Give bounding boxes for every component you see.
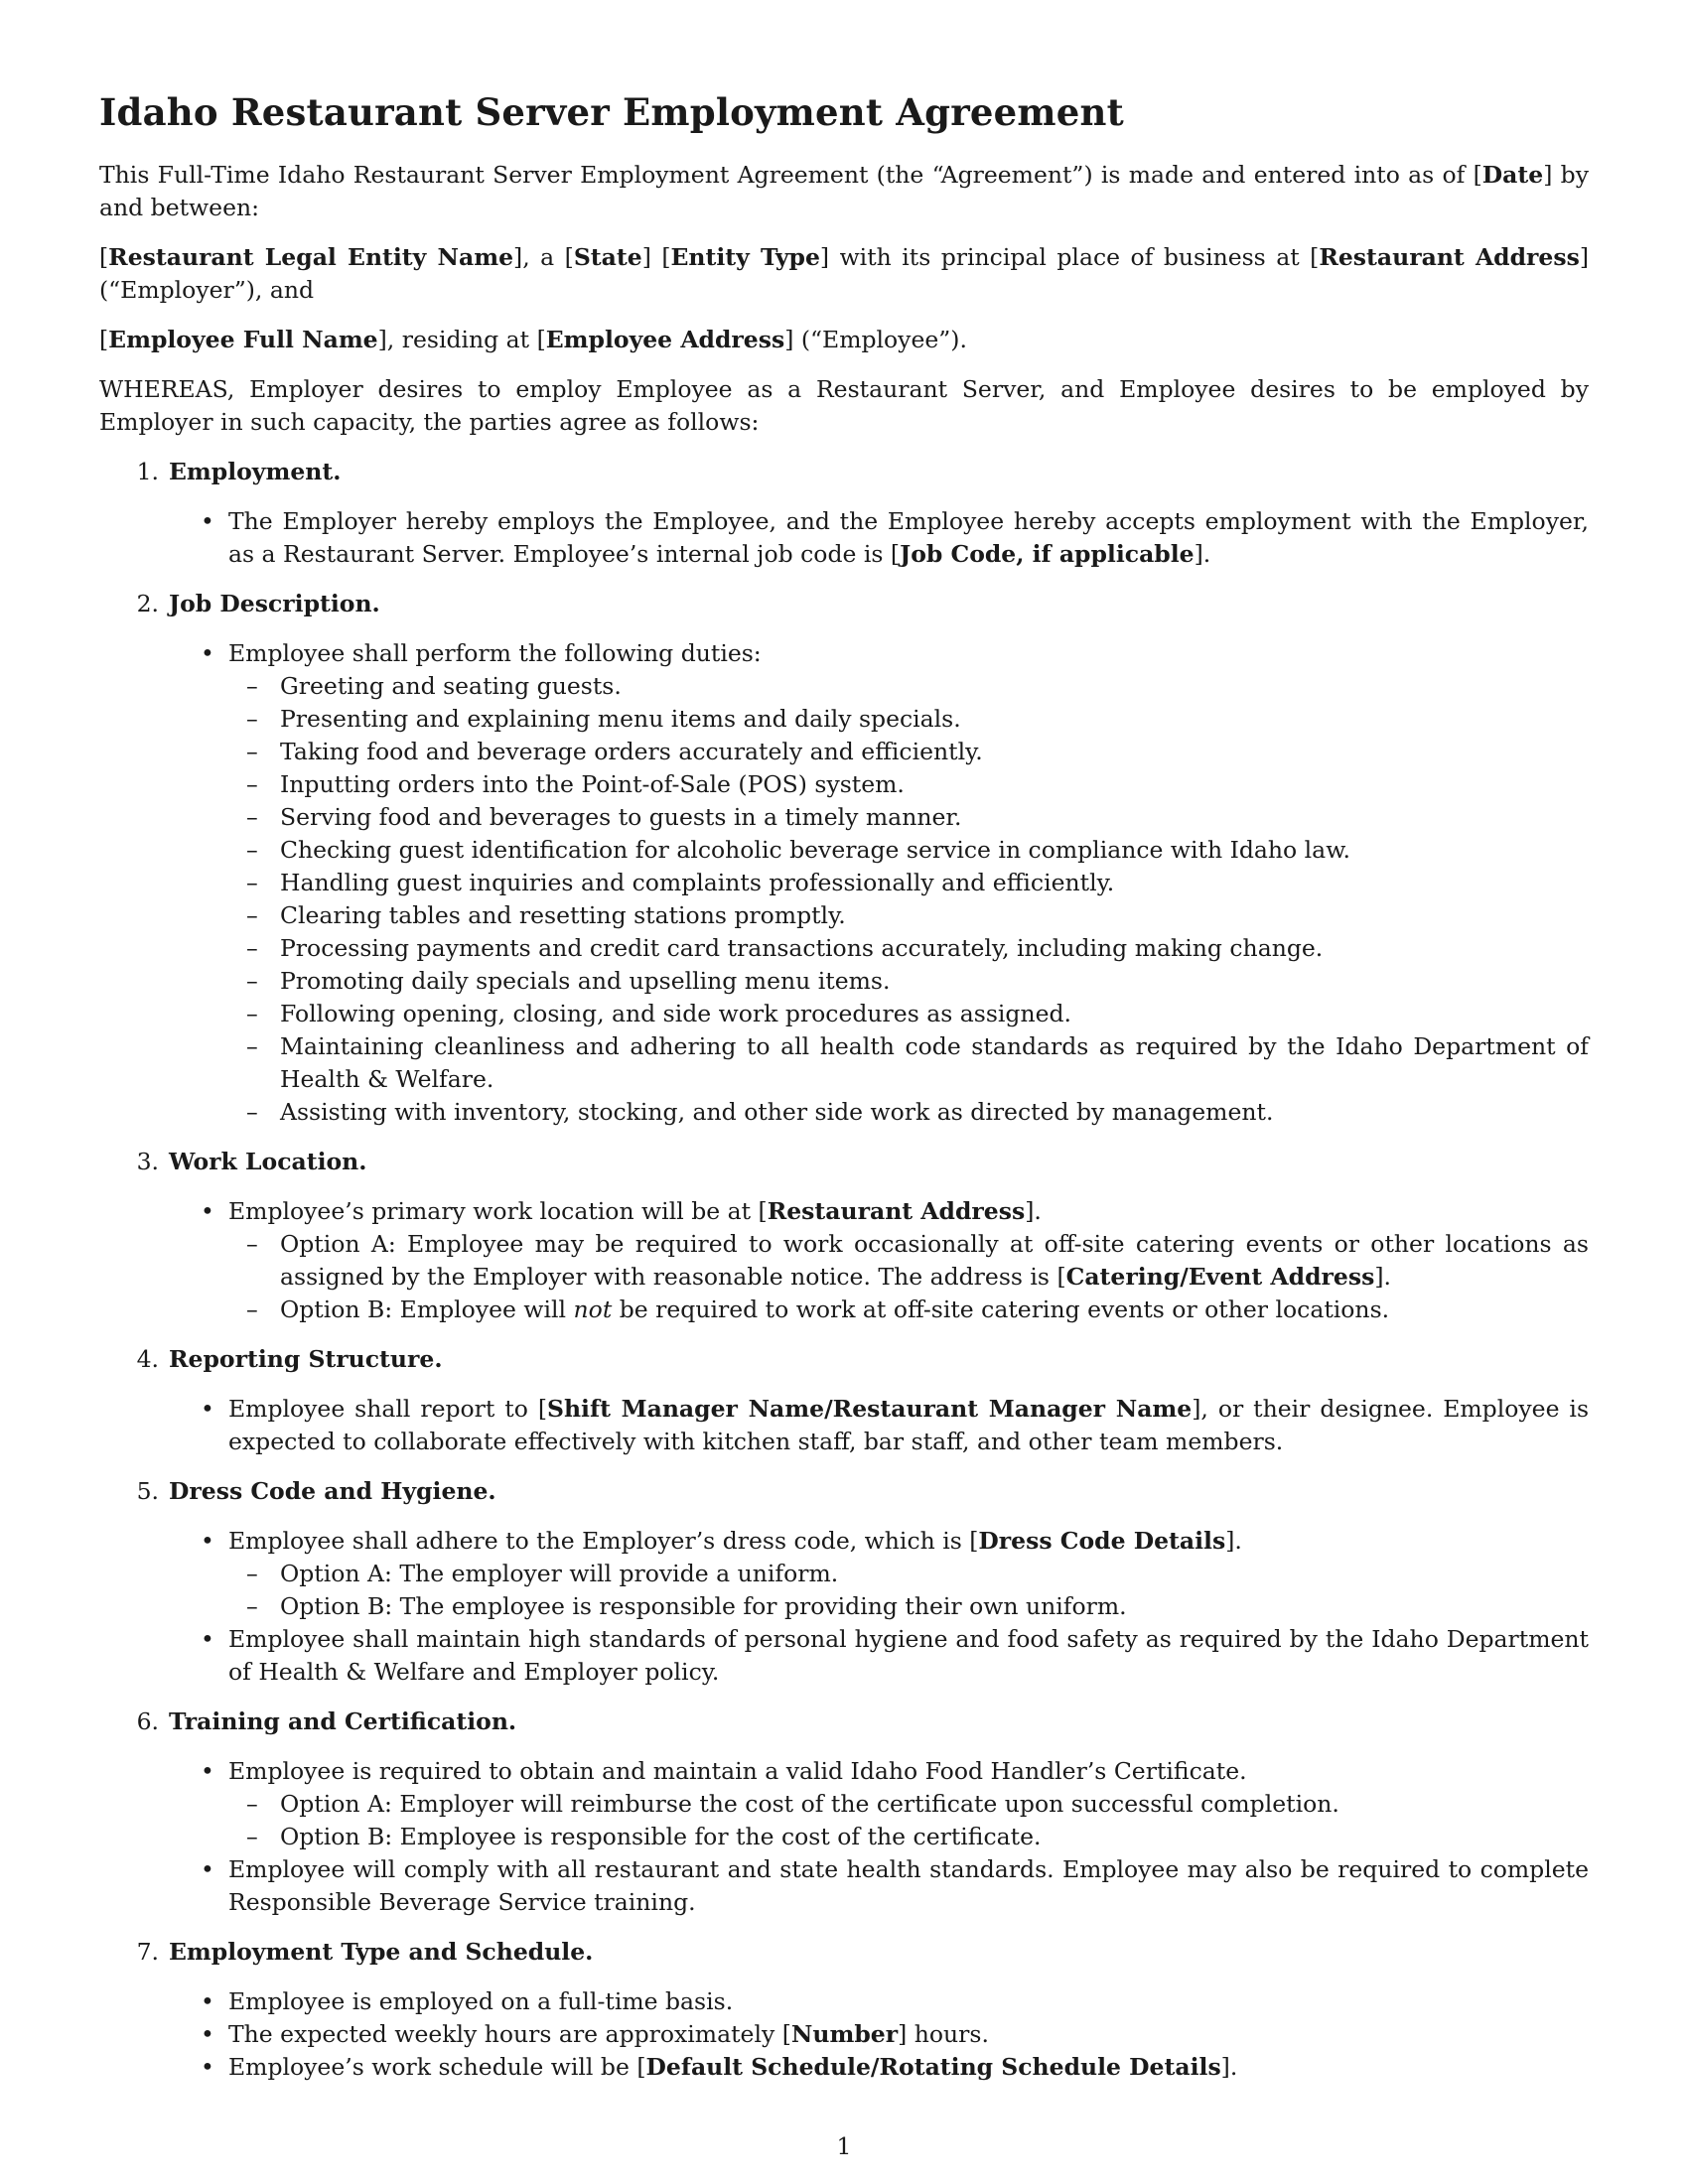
document-body — [99, 85, 1589, 2101]
options-list — [228, 1788, 1589, 1853]
option-text: Option A: The employer will provide a uniform. — [280, 1560, 839, 1587]
duty-text: Serving food and beverages to guests in a timely manner. — [280, 803, 962, 831]
bullet-text — [228, 1525, 1589, 1558]
intro-text: ] by and between: — [99, 161, 1589, 221]
page-number: 1 — [836, 2132, 852, 2160]
date-placeholder: Date — [1481, 161, 1544, 189]
restaurant-address-placeholder: Restaurant Address — [1319, 243, 1580, 271]
duty-item — [99, 867, 1589, 899]
bullet-text — [228, 2018, 1589, 2051]
section-heading — [99, 1706, 1589, 1738]
intro-text: This Full-Time Idaho Restaurant Server Employment Agreement (the “Agreement”) is made and entered into as of [ — [99, 161, 1482, 189]
duty-item — [99, 932, 1589, 965]
bullet-text — [228, 2051, 1589, 2084]
text: ]. — [1025, 1197, 1042, 1225]
catering-address-placeholder: Catering/Event Address — [1065, 1263, 1375, 1291]
state-placeholder: State — [573, 243, 642, 271]
dash-icon: – — [246, 1296, 258, 1323]
document-title: Idaho Restaurant Server Employment Agreement — [99, 90, 1124, 134]
bullet-item — [99, 1525, 1589, 1623]
intro-paragraph — [99, 159, 1589, 224]
bullet-item — [99, 2018, 1589, 2051]
option-item — [99, 1558, 1589, 1590]
bullet-list — [99, 1525, 1589, 1689]
section-work-location — [99, 1146, 1589, 1326]
text: Employee shall report to [ — [228, 1395, 547, 1423]
dash-icon: – — [246, 672, 258, 700]
manager-name-placeholder: Shift Manager Name/Restaurant Manager Name — [547, 1395, 1193, 1423]
employee-text: [ — [99, 326, 109, 353]
duty-text: Checking guest identification for alcoholic beverage service in compliance with Idaho law. — [280, 836, 1350, 864]
whereas-paragraph: WHEREAS, Employer desires to employ Employee as a Restaurant Server, and Employee desires to be employed by Employer in such capacity, the parties agree as follows: — [99, 375, 1589, 436]
dash-icon: – — [246, 1823, 258, 1850]
duty-text: Presenting and explaining menu items and daily specials. — [280, 705, 961, 733]
duty-item — [99, 1030, 1589, 1096]
text: The Employer hereby employs the Employee, and the Employee hereby accepts employment with the Employer, as a Restaurant Server. Employee’s internal job code is [ — [228, 507, 1589, 568]
employer-text: ] (“Employer”), and — [99, 243, 1590, 304]
duty-text: Greeting and seating guests. — [280, 672, 622, 700]
section-title: Job Description. — [169, 590, 380, 617]
job-code-placeholder: Job Code, if applicable — [900, 540, 1195, 568]
duty-text: Processing payments and credit card transactions accurately, including making change. — [280, 934, 1324, 962]
dress-code-placeholder: Dress Code Details — [978, 1527, 1226, 1555]
section-job-description — [99, 588, 1589, 1129]
dash-icon: – — [246, 869, 258, 896]
bullet-list — [99, 1985, 1589, 2084]
text: ]. — [1220, 2053, 1238, 2081]
text: ], or their designee. Employee is expected to collaborate effectively with kitchen staff, bar staff, and other team members. — [228, 1395, 1589, 1455]
section-number: 2. — [136, 590, 159, 617]
employer-text: [ — [99, 243, 109, 271]
bullet-text — [228, 505, 1589, 571]
bullet-text: Employee shall perform the following duties: — [228, 639, 762, 667]
option-item — [99, 1788, 1589, 1821]
bullet-icon: • — [201, 2020, 214, 2048]
bullet-item — [99, 637, 1589, 1129]
dash-icon: – — [246, 901, 258, 929]
bullet-text: Employee will comply with all restaurant and state health standards. Employee may also be required to complete Responsible Beverage Service training. — [228, 1855, 1589, 1916]
duty-item — [99, 703, 1589, 736]
option-item — [99, 1228, 1589, 1294]
entity-type-placeholder: Entity Type — [670, 243, 820, 271]
employer-paragraph — [99, 241, 1589, 307]
section-reporting-structure — [99, 1343, 1589, 1458]
duty-text: Maintaining cleanliness and adhering to all health code standards as required by the Idaho Department of Health & Welfare. — [280, 1032, 1589, 1093]
duty-item — [99, 899, 1589, 932]
duty-item — [99, 834, 1589, 867]
emphasis-text: not — [573, 1296, 613, 1323]
duty-item — [99, 736, 1589, 768]
option-text — [280, 1294, 1589, 1326]
dash-icon: – — [246, 1560, 258, 1587]
section-title: Employment. — [169, 458, 342, 485]
section-number: 3. — [136, 1148, 159, 1175]
duty-text: Handling guest inquiries and complaints professionally and efficiently. — [280, 869, 1115, 896]
dash-icon: – — [246, 1000, 258, 1027]
bullet-list — [99, 637, 1589, 1129]
bullet-icon: • — [201, 507, 214, 535]
options-list — [228, 1228, 1589, 1326]
bullet-item — [99, 1755, 1589, 1853]
bullet-item — [99, 1853, 1589, 1919]
option-text: Option B: The employee is responsible for providing their own uniform. — [280, 1592, 1127, 1620]
bullet-list — [99, 1755, 1589, 1919]
duty-text: Taking food and beverage orders accurately and efficiently. — [280, 738, 983, 765]
bullet-list — [99, 505, 1589, 571]
text: Employee shall adhere to the Employer’s dress code, which is [ — [228, 1527, 979, 1555]
text: Option A: Employee may be required to work occasionally at off-site catering events or other locations as assigned by the Employer with reasonable notice. The address is [ — [280, 1230, 1589, 1291]
text: be required to work at off-site catering events or other locations. — [612, 1296, 1390, 1323]
dash-icon: – — [246, 1592, 258, 1620]
option-item — [99, 1294, 1589, 1326]
option-text — [280, 1228, 1589, 1294]
bullet-icon: • — [201, 1527, 214, 1555]
bullet-item — [99, 2051, 1589, 2084]
bullet-text — [228, 1393, 1589, 1458]
section-heading — [99, 1343, 1589, 1376]
dash-icon: – — [246, 705, 258, 733]
sections-list — [99, 456, 1589, 2084]
options-list — [228, 1558, 1589, 1623]
section-number: 4. — [136, 1345, 159, 1373]
bullet-item — [99, 1985, 1589, 2018]
text: Employee’s work schedule will be [ — [228, 2053, 646, 2081]
text: Option B: Employee will — [280, 1296, 574, 1323]
bullet-icon: • — [201, 2053, 214, 2081]
text: ]. — [1194, 540, 1211, 568]
option-item — [99, 1590, 1589, 1623]
text: Employee’s primary work location will be at [ — [228, 1197, 768, 1225]
dash-icon: – — [246, 1098, 258, 1126]
duty-item — [99, 998, 1589, 1030]
employer-text: ], a [ — [513, 243, 574, 271]
bullet-text: Employee is employed on a full-time basis. — [228, 1987, 734, 2015]
employee-address-placeholder: Employee Address — [545, 326, 785, 353]
bullet-icon: • — [201, 1395, 214, 1423]
employer-text: ] [ — [641, 243, 671, 271]
text: The expected weekly hours are approximately [ — [228, 2020, 791, 2048]
bullet-icon: • — [201, 639, 214, 667]
section-heading — [99, 456, 1589, 488]
section-title: Dress Code and Hygiene. — [169, 1477, 496, 1505]
section-number: 6. — [136, 1707, 159, 1735]
dash-icon: – — [246, 1032, 258, 1060]
section-employment-type — [99, 1936, 1589, 2084]
employee-name-placeholder: Employee Full Name — [108, 326, 378, 353]
bullet-icon: • — [201, 1855, 214, 1883]
dash-icon: – — [246, 770, 258, 798]
bullet-item — [99, 1195, 1589, 1326]
employee-text: ], residing at [ — [377, 326, 546, 353]
section-number: 1. — [136, 458, 159, 485]
duty-text: Clearing tables and resetting stations promptly. — [280, 901, 846, 929]
section-heading — [99, 588, 1589, 620]
section-title: Work Location. — [169, 1148, 367, 1175]
bullet-item — [99, 505, 1589, 571]
dash-icon: – — [246, 1790, 258, 1818]
hours-placeholder: Number — [790, 2020, 899, 2048]
duty-item — [99, 801, 1589, 834]
bullet-text: Employee is required to obtain and maintain a valid Idaho Food Handler’s Certificate. — [228, 1757, 1247, 1785]
section-title: Reporting Structure. — [169, 1345, 443, 1373]
duty-item — [99, 965, 1589, 998]
section-employment — [99, 456, 1589, 571]
entity-name-placeholder: Restaurant Legal Entity Name — [108, 243, 514, 271]
dash-icon: – — [246, 934, 258, 962]
employee-text: ] (“Employee”). — [784, 326, 967, 353]
bullet-item — [99, 1393, 1589, 1458]
section-training — [99, 1706, 1589, 1919]
bullet-text — [228, 1195, 1589, 1228]
bullet-list — [99, 1393, 1589, 1458]
duty-text: Following opening, closing, and side work procedures as assigned. — [280, 1000, 1072, 1027]
section-dress-code — [99, 1475, 1589, 1689]
text: ]. — [1374, 1263, 1391, 1291]
duty-item — [99, 768, 1589, 801]
dash-icon: – — [246, 836, 258, 864]
bullet-icon: • — [201, 1987, 214, 2015]
duty-text: Inputting orders into the Point-of-Sale (POS) system. — [280, 770, 905, 798]
employer-text: ] with its principal place of business at [ — [819, 243, 1320, 271]
text: ] hours. — [898, 2020, 989, 2048]
section-title: Training and Certification. — [169, 1707, 517, 1735]
section-heading — [99, 1475, 1589, 1508]
option-item — [99, 1821, 1589, 1853]
bullet-item — [99, 1623, 1589, 1689]
duty-item — [99, 670, 1589, 703]
bullet-list — [99, 1195, 1589, 1326]
employee-paragraph — [99, 324, 1589, 356]
restaurant-address-placeholder: Restaurant Address — [767, 1197, 1026, 1225]
bullet-icon: • — [201, 1197, 214, 1225]
option-text: Option B: Employee is responsible for the cost of the certificate. — [280, 1823, 1042, 1850]
option-text: Option A: Employer will reimburse the cost of the certificate upon successful completion. — [280, 1790, 1339, 1818]
bullet-text: Employee shall maintain high standards of personal hygiene and food safety as required by the Idaho Department of Health & Welfare and Employer policy. — [228, 1625, 1589, 1686]
duties-list — [228, 670, 1589, 1129]
dash-icon: – — [246, 967, 258, 995]
dash-icon: – — [246, 1230, 258, 1258]
bullet-icon: • — [201, 1625, 214, 1653]
section-title: Employment Type and Schedule. — [169, 1938, 594, 1966]
section-heading — [99, 1936, 1589, 1969]
duty-item — [99, 1096, 1589, 1129]
section-heading — [99, 1146, 1589, 1178]
duty-text: Assisting with inventory, stocking, and other side work as directed by management. — [280, 1098, 1274, 1126]
dash-icon: – — [246, 738, 258, 765]
dash-icon: – — [246, 803, 258, 831]
section-number: 5. — [136, 1477, 159, 1505]
text: ]. — [1225, 1527, 1242, 1555]
duty-text: Promoting daily specials and upselling menu items. — [280, 967, 891, 995]
section-number: 7. — [136, 1938, 159, 1966]
schedule-placeholder: Default Schedule/Rotating Schedule Details — [645, 2053, 1221, 2081]
bullet-icon: • — [201, 1757, 214, 1785]
